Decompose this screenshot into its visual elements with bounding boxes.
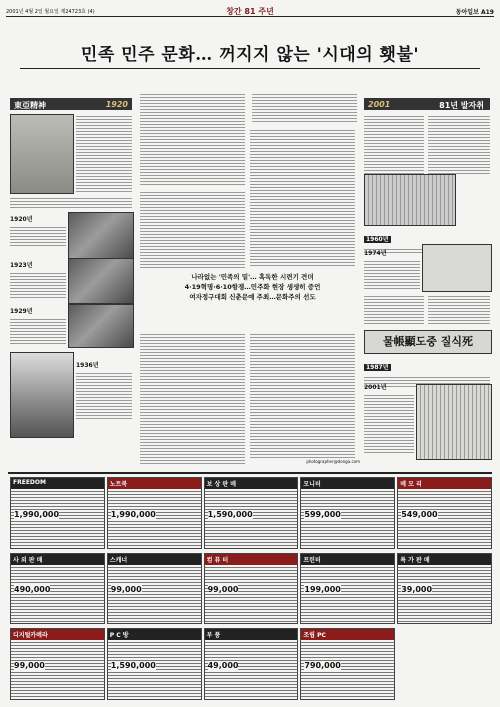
ad-title: 부 품 xyxy=(205,629,298,640)
pull-quote-line-1: 나라없는 '민족의 밑'… 혹독한 시련기 견뎌 xyxy=(191,273,314,281)
ad-box xyxy=(107,477,202,549)
newspaper-clipping-1960 xyxy=(364,174,456,226)
article-text-col1 xyxy=(140,190,245,268)
ad-price: 1,990,000 xyxy=(14,509,60,519)
entry-2001 xyxy=(364,382,414,458)
entry-1923 xyxy=(10,260,66,300)
entry-caption xyxy=(10,317,66,345)
ad-title: 보 상 판 매 xyxy=(205,478,298,489)
entry-1920 xyxy=(10,214,66,248)
ad-box xyxy=(300,628,395,700)
ad-price: 490,000 xyxy=(14,585,51,595)
right-column-year: 2001 xyxy=(368,100,391,109)
right-column-header xyxy=(364,98,490,110)
ad-box xyxy=(10,628,105,700)
article-text-col2 xyxy=(250,128,355,268)
ad-title: 사 외 판 매 xyxy=(11,554,104,565)
left-column-year: 1920 xyxy=(105,100,128,109)
article-text-col4 xyxy=(250,332,355,458)
ad-title: 모니터 xyxy=(301,478,394,489)
ad-box xyxy=(10,477,105,549)
ad-title: 컴 퓨 터 xyxy=(205,554,298,565)
ad-box xyxy=(300,553,395,625)
entry-year: 1929년 xyxy=(10,308,33,315)
left-intro-text xyxy=(10,196,132,210)
ad-price: 49,000 xyxy=(207,661,239,671)
left-column-title: 東亞精神 xyxy=(14,101,46,110)
ad-title: 스캐너 xyxy=(108,554,201,565)
left-column-header xyxy=(10,98,132,110)
right-intro-text-a xyxy=(364,114,424,174)
right-column-title: 81년 발자취 xyxy=(439,101,484,110)
byline: photographer@donga.com xyxy=(306,459,360,464)
masthead xyxy=(6,6,494,17)
right-intro-text-b xyxy=(428,114,490,174)
clipping-headline-1987 xyxy=(364,330,492,354)
ad-price: 39,000 xyxy=(401,585,433,595)
ad-price: 1,590,000 xyxy=(207,509,253,519)
ad-title: 메 모 리 xyxy=(398,478,491,489)
ad-box xyxy=(397,553,492,625)
photo-1929 xyxy=(68,304,134,348)
entry-1974 xyxy=(364,248,420,288)
ad-title: FREEDOM xyxy=(11,478,104,489)
article-text-col3 xyxy=(140,332,245,464)
newspaper-facsimile-image xyxy=(10,114,74,194)
entry-caption xyxy=(10,225,66,247)
newspaper-clipping-2001 xyxy=(416,384,492,460)
ad-price: 99,000 xyxy=(207,585,239,595)
pull-quote-line-3: 여자정구대회 신춘문예 주최…문화주의 선도 xyxy=(189,293,316,301)
ad-box xyxy=(204,477,299,549)
entry-caption xyxy=(364,259,420,289)
entry-1960 xyxy=(364,226,490,242)
entry-1936 xyxy=(76,360,132,420)
entry-caption xyxy=(364,393,414,455)
entry-caption xyxy=(10,271,66,299)
ad-price: 790,000 xyxy=(304,661,341,671)
ad-box xyxy=(107,553,202,625)
entry-year: 1987년 xyxy=(366,364,389,371)
entry-year: 1920년 xyxy=(10,216,33,223)
ad-box xyxy=(204,553,299,625)
classified-ads-section xyxy=(8,472,492,701)
entry-1987 xyxy=(364,354,490,380)
ad-box xyxy=(397,477,492,549)
center-lead-text-right xyxy=(252,92,357,122)
ad-price: 1,990,000 xyxy=(110,509,156,519)
right-body-text-b xyxy=(428,294,490,326)
ad-title: 조립 PC xyxy=(301,629,394,640)
ad-title: 디지털카메라 xyxy=(11,629,104,640)
photo-1920 xyxy=(68,212,134,260)
photo-1936 xyxy=(10,352,74,438)
ad-title: 특 가 판 매 xyxy=(398,554,491,565)
photo-1923 xyxy=(68,258,134,304)
entry-year: 2001년 xyxy=(364,384,387,391)
blank-ad-clipping-1974 xyxy=(422,244,492,292)
pull-quote-line-2: 4·19혁명·6·10항쟁…민주화 현장 생생히 증언 xyxy=(184,283,321,291)
headline-rule xyxy=(20,68,480,69)
clipping-headline-text: 물帳顯도중 질식死 xyxy=(383,335,473,348)
ad-box xyxy=(107,628,202,700)
ad-price: 199,000 xyxy=(304,585,341,595)
entry-year: 1974년 xyxy=(364,250,387,257)
ad-price: 99,000 xyxy=(14,661,45,671)
entry-year: 1923년 xyxy=(10,262,33,269)
left-column-text xyxy=(76,114,132,192)
ad-price: 99,000 xyxy=(110,585,142,595)
ad-box xyxy=(300,477,395,549)
ad-title: 노트북 xyxy=(108,478,201,489)
right-body-text-a xyxy=(364,294,424,326)
entry-year: 1936년 xyxy=(76,362,99,369)
paper-page: 동아일보 A19 xyxy=(455,9,494,16)
ad-box xyxy=(10,553,105,625)
pull-quote xyxy=(160,272,345,328)
entry-caption xyxy=(76,371,132,419)
ad-title: 프린터 xyxy=(301,554,394,565)
entry-1929 xyxy=(10,306,66,346)
page-headline: 민족 민주 문화… 꺼지지 않는 '시대의 횃불' xyxy=(80,45,420,65)
ad-price: 1,590,000 xyxy=(110,661,156,671)
entry-year: 1960년 xyxy=(366,236,389,243)
ad-title: P C 방 xyxy=(108,629,201,640)
ad-price: 549,000 xyxy=(401,509,438,519)
date-line: 2001년 4월 2일 월요일 제24723호 (4) xyxy=(6,9,95,15)
center-lead-text-left xyxy=(140,92,245,186)
ad-price: 599,000 xyxy=(304,509,341,519)
section-title: 창간 81 주년 xyxy=(226,7,274,16)
ad-box xyxy=(204,628,299,700)
